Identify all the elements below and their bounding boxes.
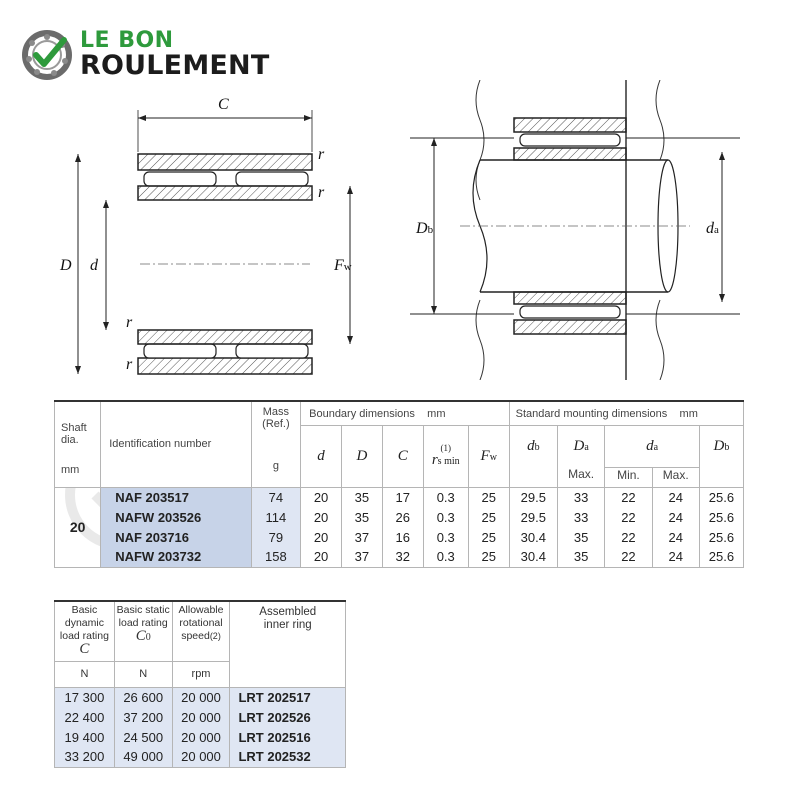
logo-line1: LE BON bbox=[80, 28, 174, 53]
cell: 35 bbox=[558, 527, 605, 547]
cell: 26 bbox=[382, 507, 423, 527]
cell: 22 400 bbox=[55, 707, 115, 727]
cell: 25 bbox=[468, 487, 509, 507]
table-row bbox=[55, 527, 744, 547]
mass-cell: 114 bbox=[251, 507, 300, 527]
table-row bbox=[55, 487, 744, 507]
boundary-dimensions-header: Boundary dimensions mm bbox=[301, 401, 510, 425]
col-d: d bbox=[301, 425, 342, 487]
table-row bbox=[55, 747, 346, 767]
inner-ring-cell: LRT 202526 bbox=[230, 707, 346, 727]
cell: 37 200 bbox=[114, 707, 172, 727]
mass-cell: 158 bbox=[251, 547, 300, 567]
cell: 29.5 bbox=[509, 487, 557, 507]
cell: 33 200 bbox=[55, 747, 115, 767]
ident-cell: NAF 203517 bbox=[101, 487, 251, 507]
col-C: C bbox=[382, 425, 423, 487]
cell: 20 000 bbox=[172, 747, 230, 767]
cell: 17 300 bbox=[55, 687, 115, 707]
col-db: db bbox=[509, 425, 557, 467]
col-D: D bbox=[341, 425, 382, 487]
table-row bbox=[55, 687, 346, 707]
inner-ring-cell: LRT 202517 bbox=[230, 687, 346, 707]
cell: 20 bbox=[301, 487, 342, 507]
inner-ring-header: Assembled inner ring bbox=[230, 601, 346, 687]
mass-cell: 74 bbox=[251, 487, 300, 507]
cell: 30.4 bbox=[509, 527, 557, 547]
mounting-drawing bbox=[410, 80, 740, 380]
bearing-logo-icon bbox=[22, 28, 76, 82]
cell: 32 bbox=[382, 547, 423, 567]
cell: 33 bbox=[558, 507, 605, 527]
da-min-label: Min. bbox=[605, 467, 652, 487]
ident-header: Identification number bbox=[101, 401, 251, 487]
cell: 20 000 bbox=[172, 707, 230, 727]
mass-header: Mass (Ref.) g bbox=[251, 401, 300, 487]
dynamic-load-header: Basic dynamic load rating C bbox=[55, 601, 115, 661]
radius-label: r bbox=[318, 146, 325, 163]
col-Fw: Fw bbox=[468, 425, 509, 487]
table-row bbox=[55, 507, 744, 527]
table-row bbox=[55, 547, 744, 567]
cell: 25.6 bbox=[699, 527, 743, 547]
cell: 25 bbox=[468, 507, 509, 527]
cell: 0.3 bbox=[423, 487, 468, 507]
cell: 24 bbox=[652, 547, 699, 567]
cell: 22 bbox=[605, 487, 652, 507]
cell: 35 bbox=[558, 547, 605, 567]
col-rs: (1) rs min bbox=[423, 425, 468, 487]
dim-label-da: da bbox=[706, 220, 719, 237]
sta-unit: N bbox=[114, 661, 172, 687]
shaft-dia-header: Shaft dia. mm bbox=[55, 401, 101, 487]
cell: 20 000 bbox=[172, 727, 230, 747]
radius-label: r bbox=[126, 356, 133, 373]
dim-label-Db: Db bbox=[416, 220, 434, 237]
radius-label: r bbox=[126, 314, 133, 331]
cell: 35 bbox=[341, 507, 382, 527]
cell: 35 bbox=[341, 487, 382, 507]
cell: 0.3 bbox=[423, 547, 468, 567]
dimensions-table bbox=[54, 400, 744, 568]
cell: 24 bbox=[652, 487, 699, 507]
cell: 20 bbox=[301, 527, 342, 547]
cell: 20 bbox=[301, 507, 342, 527]
cell: 25.6 bbox=[699, 547, 743, 567]
speed-unit: rpm bbox=[172, 661, 230, 687]
col-Da: Da bbox=[558, 425, 605, 467]
dim-label-D: D bbox=[60, 257, 72, 274]
cell: 22 bbox=[605, 527, 652, 547]
dim-label-C: C bbox=[218, 96, 229, 113]
cell: 37 bbox=[341, 527, 382, 547]
dyn-unit: N bbox=[55, 661, 115, 687]
cell: 30.4 bbox=[509, 547, 557, 567]
cell: 29.5 bbox=[509, 507, 557, 527]
ident-cell: NAF 203716 bbox=[101, 527, 251, 547]
cell: 37 bbox=[341, 547, 382, 567]
cell: 24 bbox=[652, 527, 699, 547]
col-Db: Db bbox=[699, 425, 743, 467]
brand-logo bbox=[22, 26, 302, 86]
mounting-dimensions-header: Standard mounting dimensions mm bbox=[509, 401, 743, 425]
radius-label: r bbox=[318, 184, 325, 201]
speed-header: Allowable rotational speed(2) bbox=[172, 601, 230, 661]
logo-line2: ROULEMENT bbox=[80, 50, 270, 81]
da-max-label: Max. bbox=[652, 467, 699, 487]
cell: 26 600 bbox=[114, 687, 172, 707]
cell: 22 bbox=[605, 507, 652, 527]
dim-label-d: d bbox=[90, 257, 98, 274]
cell: 24 bbox=[652, 507, 699, 527]
cell: 0.3 bbox=[423, 507, 468, 527]
mass-cell: 79 bbox=[251, 527, 300, 547]
col-da: da bbox=[605, 425, 700, 467]
cell: 17 bbox=[382, 487, 423, 507]
cell: 25.6 bbox=[699, 487, 743, 507]
shaft-dia-value: 20 bbox=[55, 487, 101, 567]
dim-label-Fw: Fw bbox=[334, 257, 352, 274]
cell: 25 bbox=[468, 547, 509, 567]
table-row bbox=[55, 727, 346, 747]
static-load-header: Basic static load rating C0 bbox=[114, 601, 172, 661]
load-rating-table bbox=[54, 600, 346, 768]
Da-max-label: Max. bbox=[558, 467, 605, 487]
table-row bbox=[55, 707, 346, 727]
cell: 16 bbox=[382, 527, 423, 547]
cell: 24 500 bbox=[114, 727, 172, 747]
cell: 25 bbox=[468, 527, 509, 547]
cell: 25.6 bbox=[699, 507, 743, 527]
cell: 20 bbox=[301, 547, 342, 567]
cell: 19 400 bbox=[55, 727, 115, 747]
bearing-section-drawing bbox=[40, 92, 370, 382]
ident-cell: NAFW 203732 bbox=[101, 547, 251, 567]
cell: 0.3 bbox=[423, 527, 468, 547]
inner-ring-cell: LRT 202516 bbox=[230, 727, 346, 747]
cell: 33 bbox=[558, 487, 605, 507]
cell: 49 000 bbox=[114, 747, 172, 767]
inner-ring-cell: LRT 202532 bbox=[230, 747, 346, 767]
ident-cell: NAFW 203526 bbox=[101, 507, 251, 527]
cell: 22 bbox=[605, 547, 652, 567]
cell: 20 000 bbox=[172, 687, 230, 707]
